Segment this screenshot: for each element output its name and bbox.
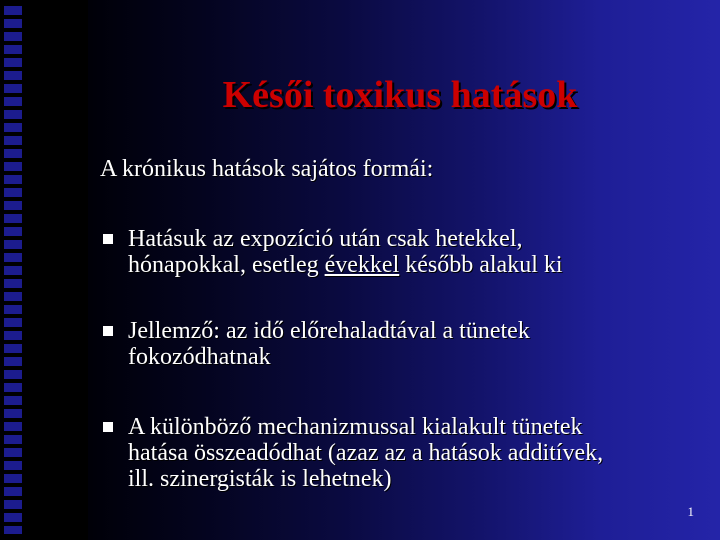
underlined-word: évekkel xyxy=(324,252,400,278)
bullet-item-3 xyxy=(100,414,700,492)
intro-text: A krónikus hatások sajátos formái: xyxy=(100,156,434,182)
square-pattern xyxy=(4,6,22,534)
bullet-text-1: Hatásuk az expozíció után csak hetekkel, hónapokkal, esetleg évekkel később alakul ki xyxy=(128,226,563,278)
bullet-square-icon xyxy=(103,422,113,432)
bullet-item-1 xyxy=(100,226,700,278)
bullet-square-icon xyxy=(103,234,113,244)
bullet-item-2 xyxy=(100,318,700,370)
bullet-square-icon xyxy=(103,326,113,336)
left-decorative-strip xyxy=(0,0,88,540)
bullet-text-2: Jellemző: az idő előrehaladtával a tünetek fokozódhatnak xyxy=(128,318,530,370)
slide-title: Késői toxikus hatások xyxy=(222,74,578,116)
page-number: 1 xyxy=(687,504,694,519)
bullet-text-3: A különböző mechanizmussal kialakult tünetek hatása összeadódhat (azaz az a hatások additívek, ill. szinergisták is lehetnek) xyxy=(128,414,604,492)
